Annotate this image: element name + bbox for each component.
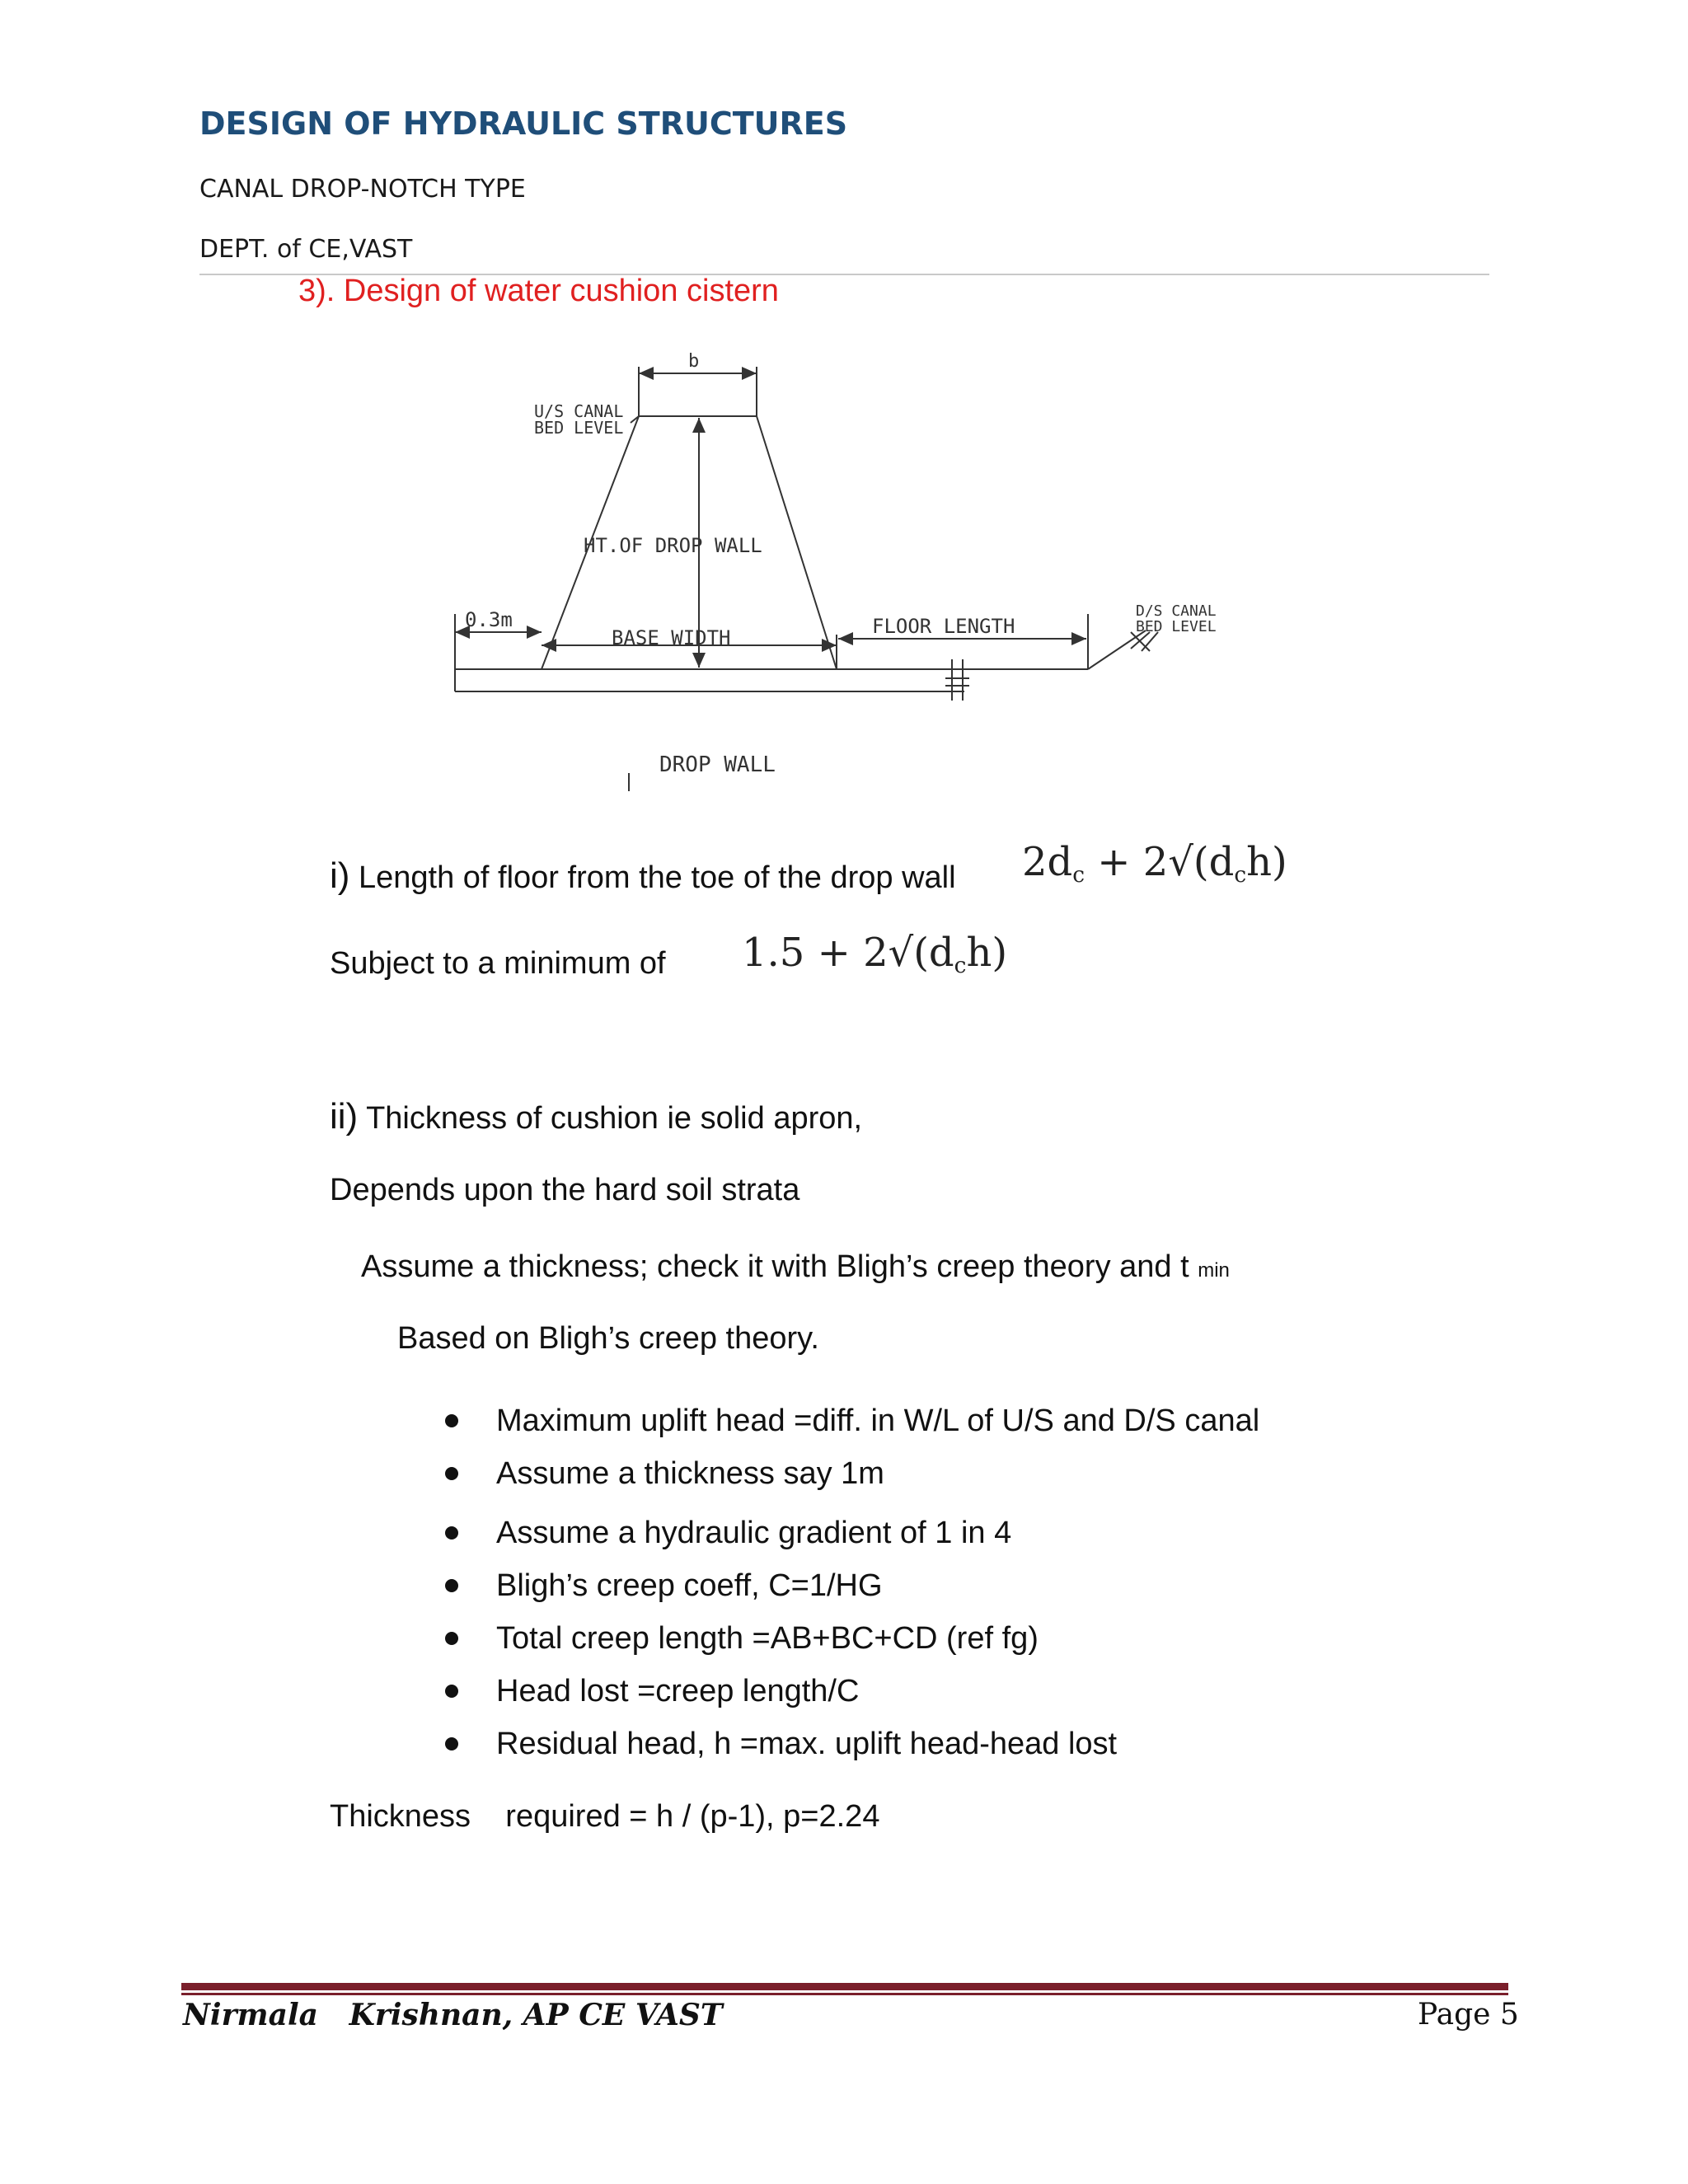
section-title: 3). Design of water cushion cistern bbox=[298, 274, 779, 308]
base-width-label: BASE WIDTH bbox=[612, 626, 731, 649]
list-item: Assume a hydraulic gradient of 1 in 4 bbox=[445, 1513, 1259, 1566]
assume-text: Assume a thickness; check it with Bligh’s creep theory and t min bbox=[361, 1249, 1230, 1284]
minimum-label: Subject to a minimum of bbox=[330, 946, 666, 981]
bullet-icon bbox=[445, 1526, 458, 1540]
bullet-list bbox=[445, 1401, 1259, 1777]
item2-text: ii) Thickness of cushion ie solid apron, bbox=[330, 1096, 863, 1137]
item1-text: i) Length of floor from the toe of the drop wall bbox=[330, 855, 956, 896]
drop-wall-label: DROP WALL bbox=[659, 752, 776, 777]
formula-floor-length: $2d_c + 2√(d_ch)$ bbox=[1022, 839, 1287, 888]
us-canal-label-2: BED LEVEL bbox=[534, 418, 624, 438]
page-number: Page 5 bbox=[1418, 1998, 1519, 2032]
bullet-icon bbox=[445, 1632, 458, 1645]
bullet-icon bbox=[445, 1414, 458, 1427]
based-text: Based on Bligh’s creep theory. bbox=[397, 1321, 819, 1356]
footer-author: Nirmala Krishnan, AP CE VAST bbox=[183, 1998, 723, 2032]
list-item: Residual head, h =max. uplift head-head lost bbox=[445, 1724, 1259, 1777]
drop-wall-diagram bbox=[437, 334, 1245, 812]
document-subtitle: CANAL DROP-NOTCH TYPE bbox=[199, 175, 526, 204]
height-label: HT.OF DROP WALL bbox=[584, 534, 762, 557]
depends-text: Depends upon the hard soil strata bbox=[330, 1173, 800, 1207]
us-canal-label-1: U/S CANAL bbox=[534, 401, 624, 421]
bullet-icon bbox=[445, 1737, 458, 1750]
list-item: Bligh’s creep coeff, C=1/HG bbox=[445, 1566, 1259, 1619]
list-item: Maximum uplift head =diff. in W/L of U/S and D/S canal bbox=[445, 1401, 1259, 1454]
bullet-icon bbox=[445, 1467, 458, 1480]
list-item: Total creep length =AB+BC+CD (ref fg) bbox=[445, 1619, 1259, 1671]
ds-canal-label-2: BED LEVEL bbox=[1136, 618, 1217, 635]
thickness-formula-text: Thickness required = h / (p-1), p=2.24 bbox=[330, 1799, 880, 1834]
ds-canal-label-1: D/S CANAL bbox=[1136, 602, 1217, 620]
bullet-icon bbox=[445, 1579, 458, 1592]
list-item: Assume a thickness say 1m bbox=[445, 1454, 1259, 1507]
floor-length-label: FLOOR LENGTH bbox=[872, 615, 1015, 638]
department-label: DEPT. of CE,VAST bbox=[199, 235, 413, 264]
bullet-icon bbox=[445, 1685, 458, 1698]
formula-minimum: $1.5 + 2√(d_ch)$ bbox=[742, 930, 1008, 978]
footer-divider-thin bbox=[181, 1993, 1508, 1995]
document-title: DESIGN OF HYDRAULIC STRUCTURES bbox=[199, 105, 848, 142]
footer-divider-thick bbox=[181, 1983, 1508, 1990]
list-item: Head lost =creep length/C bbox=[445, 1671, 1259, 1724]
offset-label: 0.3m bbox=[465, 608, 513, 631]
dim-b-label: b bbox=[688, 351, 700, 372]
ds-slope-line bbox=[1088, 630, 1146, 669]
